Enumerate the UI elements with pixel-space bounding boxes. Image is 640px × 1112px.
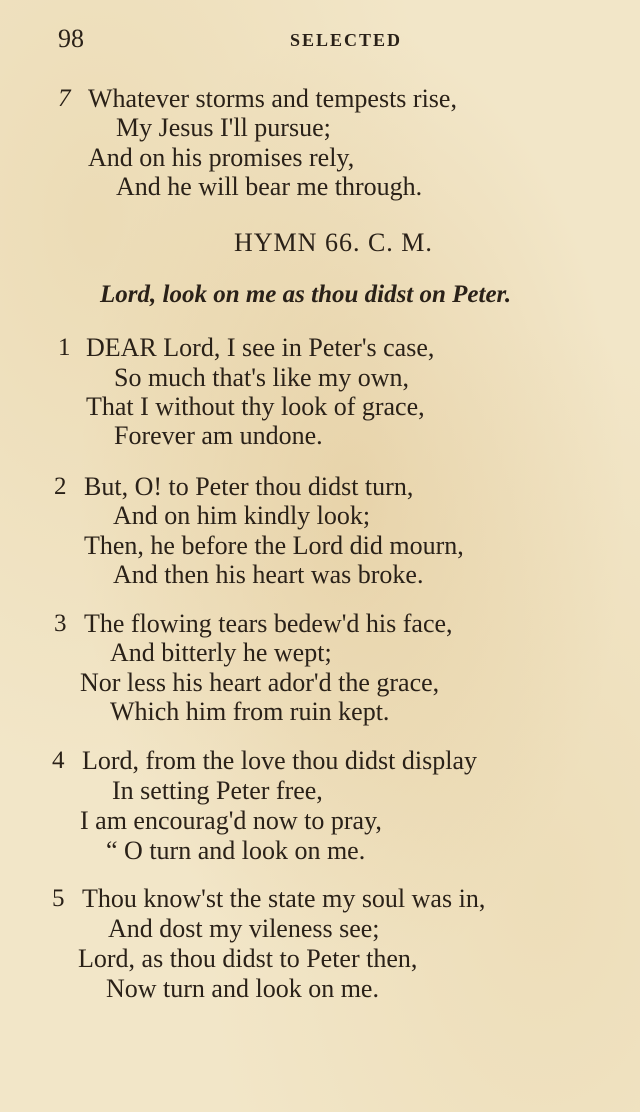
page-number: 98 [58,24,84,53]
running-head: SELECTED [290,30,403,50]
hymn-subtitle: Lord, look on me as thou didst on Peter. [100,281,512,308]
verse-number: 4 [52,747,65,774]
verse-line: And he will bear me through. [116,172,423,201]
verse-line: And then his heart was broke. [113,560,424,589]
verse-line: And dost my vileness see; [108,914,380,943]
verse-line: I am encourag'd now to pray, [80,806,382,835]
verse-line: Thou know'st the state my soul was in, [82,884,486,913]
verse-line: Nor less his heart ador'd the grace, [80,668,440,697]
verse-number: 3 [54,610,67,637]
hymn-title: HYMN 66. C. M. [234,228,433,257]
verse-line: The flowing tears bedew'd his face, [84,609,453,638]
verse-line: Which him from ruin kept. [110,697,390,726]
verse-line: And on his promises rely, [88,143,355,172]
verse-line: Then, he before the Lord did mourn, [84,531,464,560]
verse-line: DEAR Lord, I see in Peter's case, [86,333,435,362]
verse-line: In setting Peter free, [112,776,323,805]
verse-line: So much that's like my own, [114,363,410,392]
verse-line: And on him kindly look; [113,501,371,530]
verse-number: 1 [58,334,71,361]
page-header [58,24,578,56]
verse-line: “ O turn and look on me. [106,836,366,865]
verse-line: That I without thy look of grace, [86,392,425,421]
verse-number: 7 [58,85,71,112]
verse-number: 5 [52,885,65,912]
verse-line: But, O! to Peter thou didst turn, [84,472,414,501]
verse-line: Lord, from the love thou didst display [82,746,478,775]
verse-line: Forever am undone. [114,421,323,450]
verse-line: And bitterly he wept; [110,638,332,667]
verse-line: Whatever storms and tempests rise, [88,84,457,113]
verse-line: Lord, as thou didst to Peter then, [78,944,418,973]
verse-line: My Jesus I'll pursue; [116,113,331,142]
verse-line: Now turn and look on me. [106,974,379,1003]
verse-number: 2 [54,473,67,500]
